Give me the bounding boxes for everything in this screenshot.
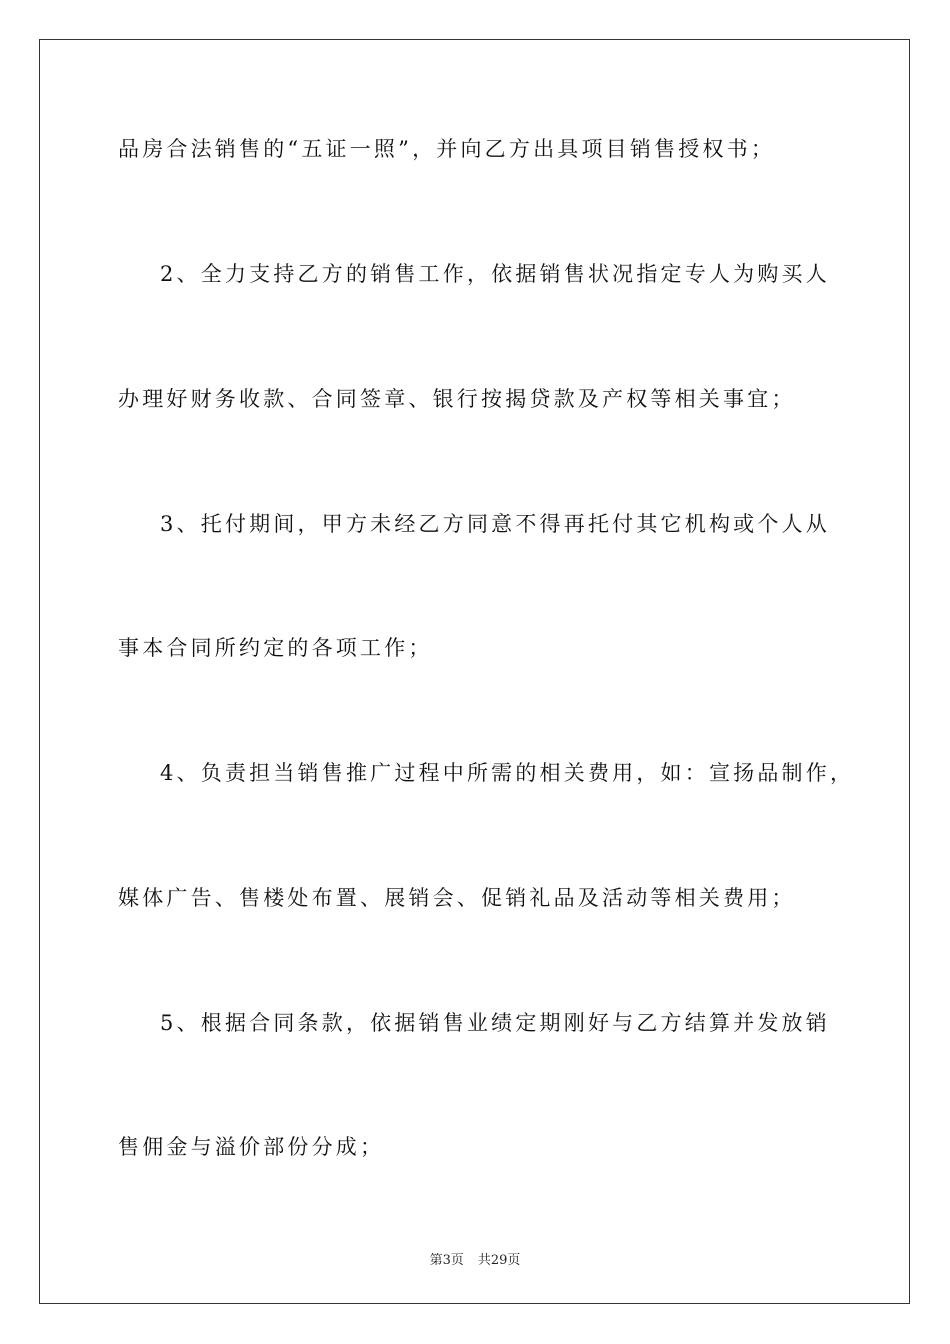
text-line-3: 办理好财务收款、合同签章、银行按揭贷款及产权等相关事宜； [118, 387, 796, 411]
text-line-5: 事本合同所约定的各项工作； [118, 636, 433, 660]
page-footer [0, 1249, 950, 1268]
text-line-1: 品房合法销售的“五证一照”，并向乙方出具项目销售授权书； [118, 137, 776, 161]
text-line-7: 媒体广告、售楼处布置、展销会、促销礼品及活动等相关费用； [118, 886, 796, 910]
page-border [39, 39, 910, 1304]
text-line-4: 3、托付期间，甲方未经乙方同意不得再托付其它机构或个人从 [160, 512, 830, 536]
text-line-6: 4、负责担当销售推广过程中所需的相关费用，如：宣扬品制作， [160, 761, 855, 785]
text-line-8: 5、根据合同条款，依据销售业绩定期刚好与乙方结算并发放销 [160, 1011, 830, 1035]
page-number: 第3页 [429, 1253, 464, 1268]
text-line-2: 2、全力支持乙方的销售工作，依据销售状况指定专人为购买人 [160, 262, 830, 286]
text-line-9: 售佣金与溢价部份分成； [118, 1135, 385, 1159]
page-total: 共29页 [477, 1253, 521, 1268]
